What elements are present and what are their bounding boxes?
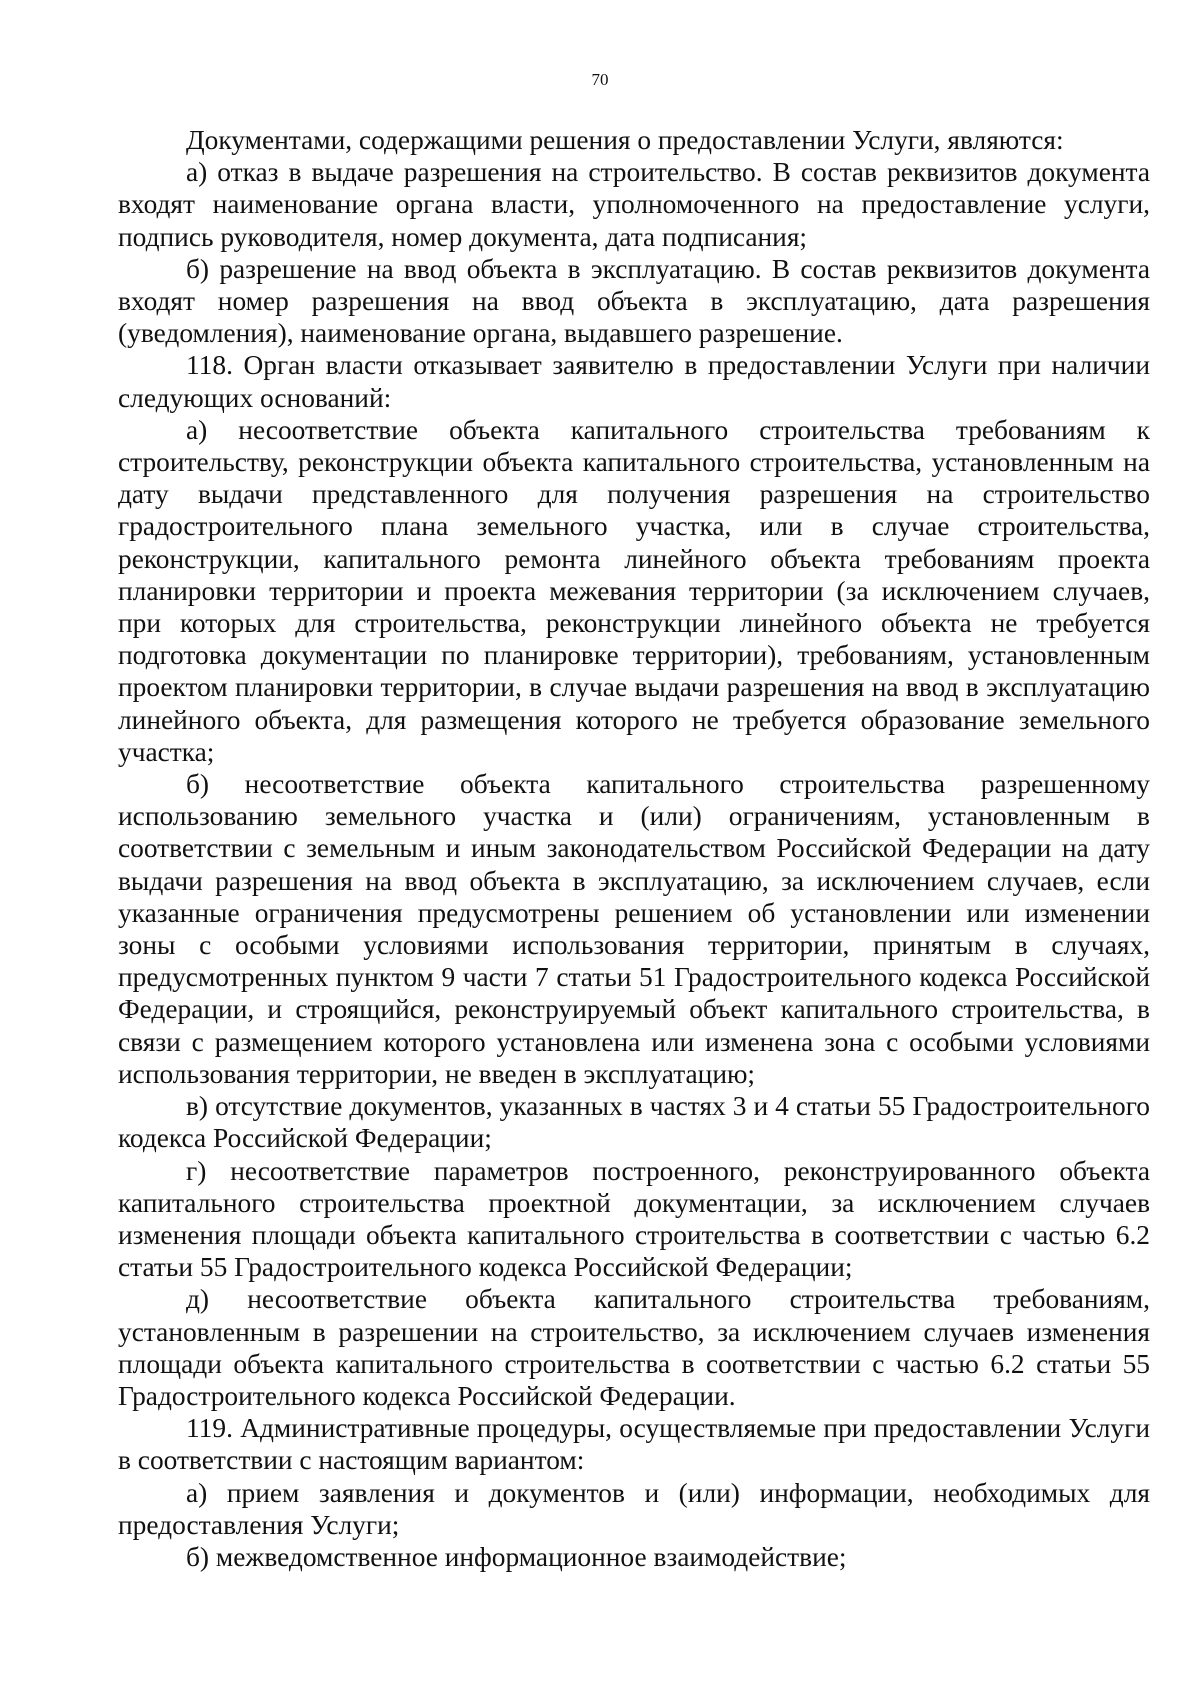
paragraph-refusal-document: а) отказ в выдаче разрешения на строительство. В состав реквизитов документа входят наименование органа власти, уполномоченного на предоставление услуги, подпись руководителя, номер документа, дата подписания; <box>118 157 1150 252</box>
document-body <box>118 124 1150 1573</box>
paragraph-118-g: г) несоответствие параметров построенного, реконструированного объекта капитального строительства проектной документации, за исключением случаев изменения площади объекта капитального строительства в соответствии с частью 6.2 статьи 55 Градостроительного кодекса Российской Федерации; <box>118 1155 1150 1283</box>
paragraph-permit-document: б) разрешение на ввод объекта в эксплуатацию. В состав реквизитов документа входят номер разрешения на ввод объекта в эксплуатацию, дата разрешения (уведомления), наименование органа, выдавшего разрешение. <box>118 253 1150 349</box>
paragraph-119-b: б) межведомственное информационное взаимодействие; <box>186 1541 847 1572</box>
paragraph-119: 119. Административные процедуры, осуществляемые при предоставлении Услуги в соответствии с настоящим вариантом: <box>118 1413 1150 1476</box>
paragraph-118-a: а) несоответствие объекта капитального строительства требованиям к строительству, реконструкции объекта капитального строительства, установленным на дату выдачи представленного для получения разрешения на строительство градостроительного плана земельного участка, или в случае строительства, реконструкции, капитального ремонта линейного объекта требованиям проекта планировки территории и проекта межевания территории (за исключением случаев, при которых для строительства, реконструкции линейного объекта не требуется подготовка документации по планировке территории), требованиям, установленным проектом планировки территории, в случае выдачи разрешения на ввод в эксплуатацию линейного объекта, для размещения которого не требуется образование земельного участка; <box>118 414 1150 767</box>
paragraph-119-a: а) прием заявления и документов и (или) информации, необходимых для предоставления Услуги; <box>118 1477 1150 1540</box>
paragraph-118-d: д) несоответствие объекта капитального строительства требованиям, установленным в разрешении на строительство, за исключением случаев изменения площади объекта капитального строительства в соответствии с частью 6.2 статьи 55 Градостроительного кодекса Российской Федерации. <box>118 1284 1150 1411</box>
paragraph-documents-intro: Документами, содержащими решения о предоставлении Услуги, являются: <box>186 125 1064 155</box>
paragraph-118: 118. Орган власти отказывает заявителю в предоставлении Услуги при наличии следующих оснований: <box>118 350 1150 413</box>
paragraph-118-b: б) несоответствие объекта капитального строительства разрешенному использованию земельного участка и (или) ограничениям, установленным в соответствии с земельным и иным законодательством Российской Федерации на дату выдачи разрешения на ввод объекта в эксплуатацию, за исключением случаев, если указанные ограничения предусмотрены решением об установлении или изменении зоны с особыми условиями использования территории, принятым в случаях, предусмотренных пунктом 9 части 7 статьи 51 Градостроительного кодекса Российской Федерации, и строящийся, реконструируемый объект капитального строительства, в связи с размещением которого установлена или изменена зона с особыми условиями использования территории, не введен в эксплуатацию; <box>118 769 1150 1089</box>
page-number: 70 <box>591 70 609 89</box>
paragraph-118-v: в) отсутствие документов, указанных в частях 3 и 4 статьи 55 Градостроительного кодекса Российской Федерации; <box>118 1091 1150 1154</box>
